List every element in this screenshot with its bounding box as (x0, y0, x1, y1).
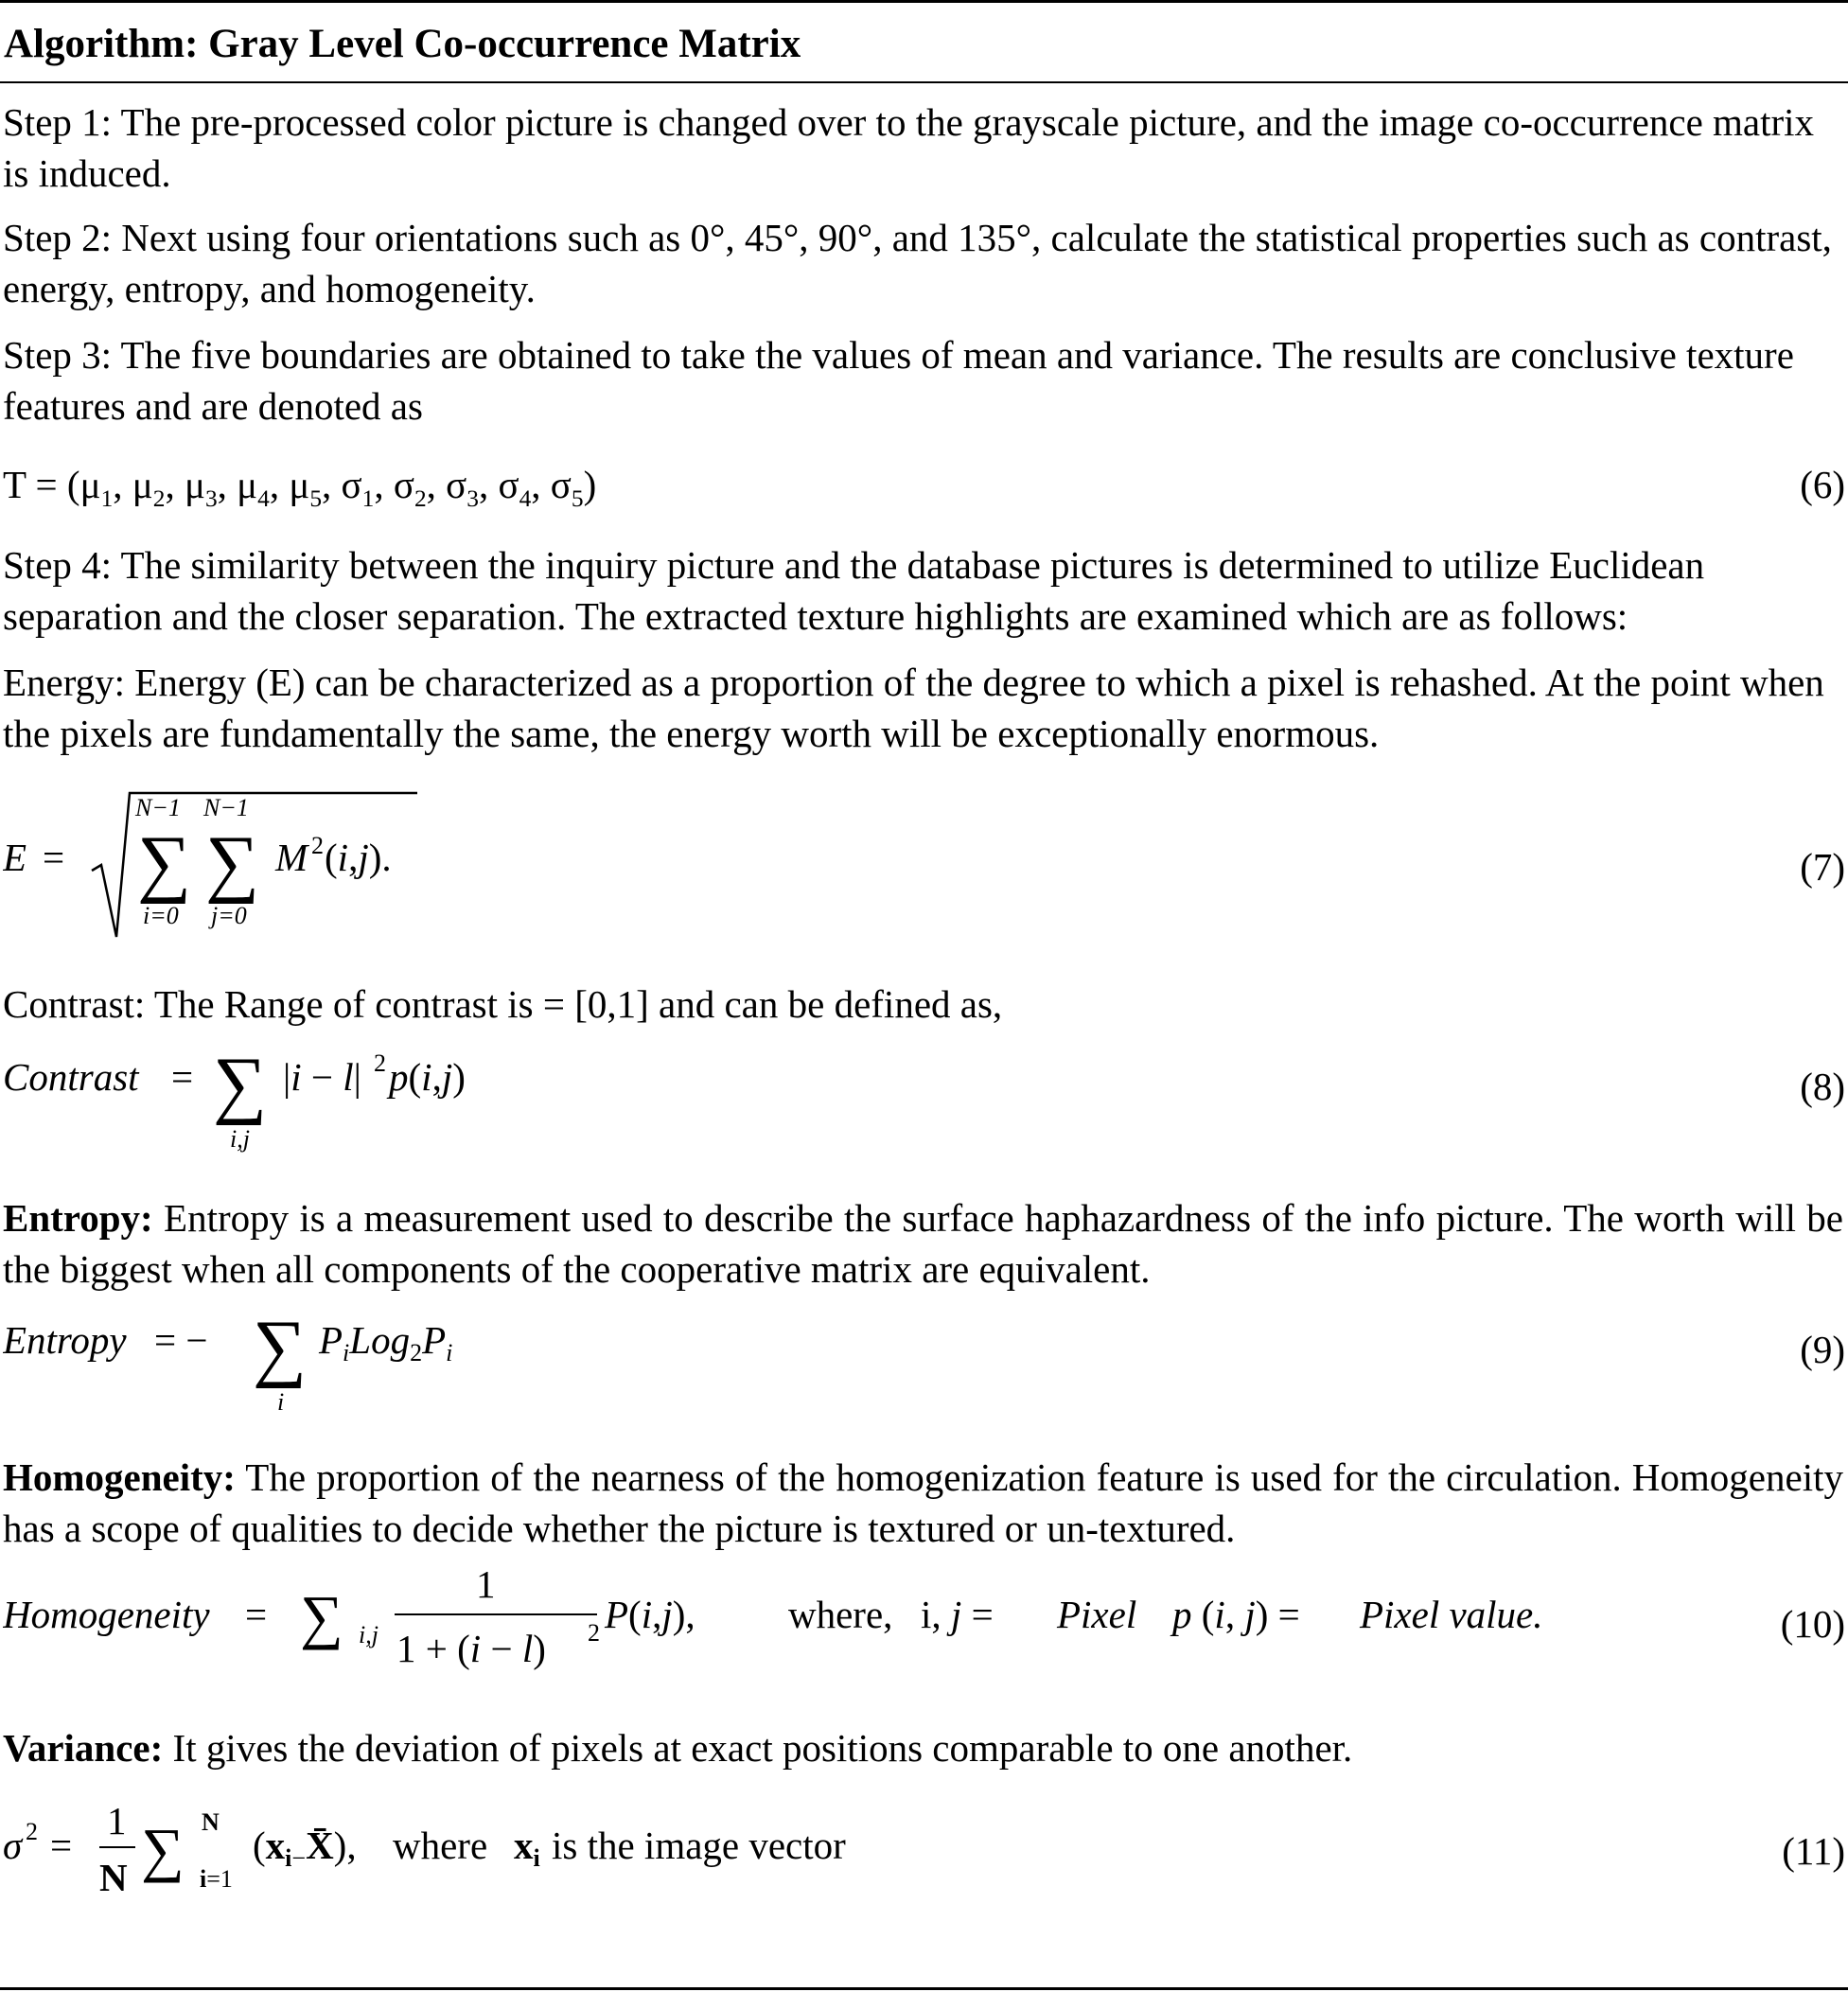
svg-text:∑: ∑ (141, 1816, 185, 1883)
equation-6 (3, 462, 1845, 515)
svg-text:=: = (50, 1824, 73, 1867)
equation-11 (3, 1792, 1845, 1915)
svg-text:1 + (i − l): 1 + (i − l) (396, 1627, 546, 1670)
svg-text:σ: σ (3, 1824, 23, 1867)
svg-text:PiLog2Pi: PiLog2Pi (319, 1318, 453, 1366)
eq10-lhs: Homogeneity (3, 1593, 210, 1636)
eq11-where: where (393, 1824, 488, 1867)
variance-label: Variance: (3, 1726, 164, 1770)
header-rule (0, 81, 1848, 83)
svg-text:(i,j).: (i,j). (325, 836, 392, 879)
algorithm-title: Algorithm: Gray Level Co-occurrence Matrix (4, 22, 801, 66)
equation-8 (3, 1041, 1845, 1155)
entropy-paragraph (3, 1192, 1843, 1295)
equation-7-svg (3, 785, 438, 946)
svg-text:1: 1 (476, 1562, 496, 1606)
svg-text:p (i, j) =: p (i, j) = (1172, 1593, 1300, 1636)
svg-text:i,j: i,j (359, 1621, 378, 1648)
svg-text:xi: xi (514, 1824, 540, 1872)
equation-7 (3, 785, 1845, 946)
svg-text:M: M (275, 836, 308, 879)
equation-8-number: (8) (1800, 1065, 1845, 1108)
svg-text:∑: ∑ (300, 1583, 343, 1650)
equation-10-number: (10) (1780, 1602, 1845, 1646)
eq10-pixel-value: Pixel value. (1360, 1593, 1543, 1636)
svg-text:N: N (99, 1856, 128, 1899)
variance-text: It gives the deviation of pixels at exact positions comparable to one another. (163, 1726, 1353, 1770)
eq10-pixel: Pixel (1057, 1593, 1137, 1636)
equation-9-number: (9) (1800, 1328, 1845, 1371)
eq7-upper-2: N−1 (203, 794, 249, 821)
svg-text:2: 2 (311, 832, 324, 859)
svg-text:=: = (43, 836, 65, 879)
step-2: Step 2: Next using four orientations such as 0°, 45°, 90°, and 135°, calculate the statistical properties such as contrast, energy, entropy, and homogeneity. (3, 216, 1832, 310)
equation-10-svg (3, 1550, 1611, 1692)
top-rule (0, 0, 1848, 3)
equation-8-svg (3, 1041, 533, 1155)
equation-7-number: (7) (1800, 845, 1845, 889)
svg-text:= −: = − (154, 1318, 208, 1362)
svg-text:N: N (202, 1808, 220, 1836)
svg-text:(xi−X̄),: (xi−X̄), (253, 1824, 357, 1872)
equation-11-svg (3, 1792, 1138, 1915)
svg-text:∑: ∑ (253, 1306, 308, 1389)
eq7-upper-1: N−1 (135, 794, 181, 821)
eq8-lower: i,j (230, 1125, 250, 1153)
equation-11-number: (11) (1782, 1829, 1845, 1873)
svg-text:2: 2 (26, 1818, 38, 1845)
svg-text:P(i,j),: P(i,j), (605, 1593, 695, 1636)
equation-10 (3, 1550, 1845, 1692)
entropy-label: Entropy: (3, 1196, 153, 1240)
contrast-paragraph: Contrast: The Range of contrast is = [0,1] and can be defined as, (3, 982, 1003, 1026)
svg-text:i, j =: i, j = (921, 1593, 994, 1636)
step-1: Step 1: The pre-processed color picture is changed over to the grayscale picture, and the image co-occurrence matrix is induced. (3, 100, 1815, 195)
homogeneity-text: The proportion of the nearness of the homogenization feature is used for the circulation. Homogeneity has a scope of qualities to decide whether the picture is textured or un-textured. (3, 1455, 1843, 1550)
step-4: Step 4: The similarity between the inquiry picture and the database pictures is determined to utilize Euclidean separation and the closer separation. The extracted texture highlights are examined which are as follows: (3, 543, 1705, 638)
svg-text:2: 2 (374, 1049, 386, 1077)
eq11-tail: is the image vector (552, 1824, 846, 1867)
svg-text:∑: ∑ (213, 1043, 268, 1126)
svg-text:i=1: i=1 (200, 1865, 233, 1893)
equation-6-body: $T = (\mu_1$, $\mu_2$, $\mu_3$, $\mu_4$, $\mu_5$, $\sigma_1$, $\sigma_2$, $\sigma_3$, $\sigma_4$, $\sigma_5$) (3, 463, 597, 513)
svg-text:∑: ∑ (205, 821, 260, 905)
svg-text:p(i,j): p(i,j) (389, 1055, 466, 1099)
bottom-rule (0, 1987, 1848, 1990)
eq8-lhs: Contrast (3, 1055, 139, 1099)
variance-paragraph (3, 1722, 1843, 1773)
homogeneity-label: Homogeneity: (3, 1455, 236, 1499)
eq9-lhs: Entropy (3, 1318, 127, 1362)
eq9-lower: i (277, 1388, 285, 1416)
svg-text:=: = (245, 1593, 268, 1636)
equation-9-svg (3, 1304, 533, 1418)
step-3: Step 3: The five boundaries are obtained to take the values of mean and variance. The results are conclusive texture features and are denoted as (3, 333, 1794, 428)
equation-6-number: (6) (1800, 463, 1845, 506)
eq10-where: where, (788, 1593, 893, 1636)
svg-text:=: = (171, 1055, 194, 1099)
svg-text:2: 2 (588, 1619, 600, 1647)
svg-text:E: E (3, 836, 27, 879)
energy-paragraph: Energy: Energy (E) can be characterized as a proportion of the degree to which a pixel is rehashed. At the point when the pixels are fundamentally the same, the energy worth will be exceptionally enormous. (3, 661, 1824, 755)
eq7-lower-1: i=0 (143, 902, 179, 929)
equation-9 (3, 1304, 1845, 1418)
entropy-text: Entropy is a measurement used to describe the surface haphazardness of the info picture. The worth will be the biggest when all components of the cooperative matrix are equivalent. (3, 1196, 1843, 1291)
svg-text:|i − l|: |i − l| (283, 1055, 361, 1099)
svg-text:1: 1 (107, 1799, 127, 1842)
svg-text:∑: ∑ (137, 821, 192, 905)
homogeneity-paragraph (3, 1452, 1843, 1554)
eq7-lower-2: j=0 (211, 902, 247, 929)
